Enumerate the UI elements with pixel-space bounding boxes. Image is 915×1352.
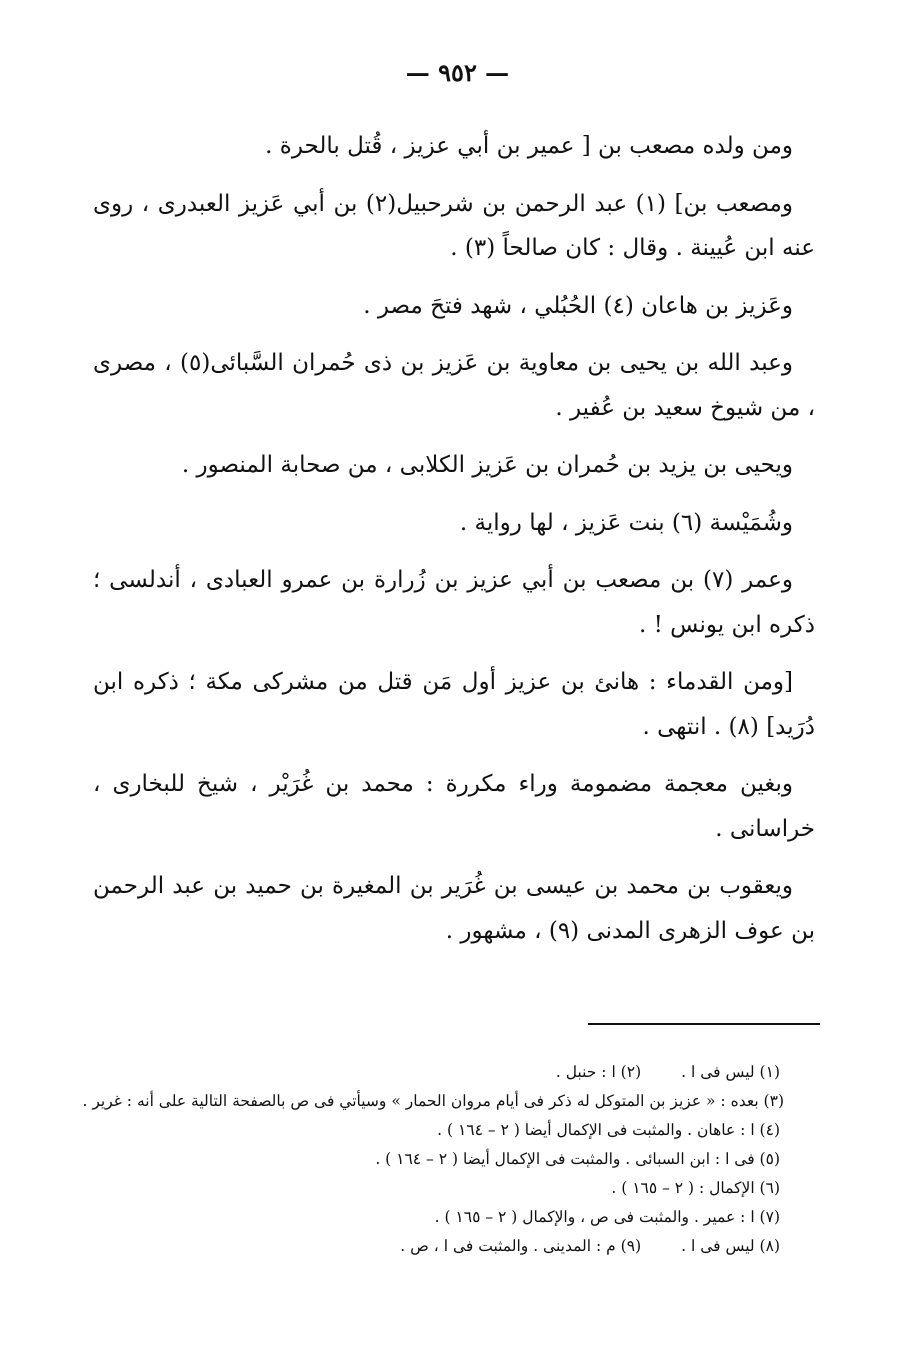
footnote-9: (٩) م : المدينى . والمثبت فى ا ، ص .: [400, 1237, 642, 1255]
footnote-8: (٨) ليس فى ا .: [681, 1237, 780, 1255]
paragraph: ومصعب بن] (١) عبد الرحمن بن شرحبيل(٢) بن أبي عَزيز العبدرى ، روى عنه ابن عُيينة . وقال : كان صالحاً (٣) .: [93, 190, 815, 261]
main-text: [93, 124, 815, 966]
footnote-5: (٥) فى ا : ابن السبائى . والمثبت فى الإكمال أيضا ( ٢ – ١٦٤ ) .: [375, 1150, 780, 1168]
footnote-4: (٤) ا : عاهان . والمثبت فى الإكمال أيضا ( ٢ – ١٦٤ ) .: [437, 1121, 780, 1139]
footnote-7: (٧) ا : عمير . والمثبت فى ص ، والإكمال ( ٢ – ١٦٥ ) .: [434, 1208, 780, 1226]
footnote-2: (٢) ا : حنبل .: [555, 1063, 642, 1081]
paragraph: ومن ولده مصعب بن [ عمير بن أبي عزيز ، قُتل بالحرة .: [265, 133, 793, 159]
paragraph: ويحيى بن يزيد بن حُمران بن عَزيز الكلابى ، من صحابة المنصور .: [181, 452, 793, 478]
footnote-3: (٣) بعده : « عزيز بن المتوكل له ذكر فى أيام مروان الحمار » وسيأتي فى ص بالصفحة التالية على أنه : غرير .: [82, 1092, 784, 1110]
paragraph: وعَزيز بن هاعان (٤) الحُبُلي ، شهد فتحَ مصر .: [363, 292, 793, 319]
footnotes: [80, 1058, 784, 1261]
paragraph: [ومن القدماء : هانئ بن عزيز أول مَن قتل من مشركى مكة ؛ ذكره ابن دُرَيد] (٨) . انتهى .: [93, 669, 815, 740]
paragraph: وعمر (٧) بن مصعب بن أبي عزيز بن زُرارة بن عمرو العبادى ، أندلسى ؛ ذكره ابن يونس ! .: [93, 567, 815, 638]
page-number: — ٩٥٢ —: [405, 58, 510, 87]
paragraph: ويعقوب بن محمد بن عيسى بن غُرَير بن المغيرة بن حميد بن عبد الرحمن بن عوف الزهرى المدنى (٩) ، مشهور .: [93, 873, 815, 944]
paragraph: وشُمَيْسة (٦) بنت عَزيز ، لها رواية .: [459, 509, 793, 536]
footnote-row: [80, 1058, 780, 1087]
footnote-row: [80, 1232, 780, 1261]
footnote-separator: [588, 1023, 820, 1025]
paragraph: وبغين معجمة مضمومة وراء مكررة : محمد بن غُرَيْر ، شيخ للبخارى ، خراسانى .: [93, 771, 815, 842]
footnote-6: (٦) الإكمال : ( ٢ – ١٦٥ ) .: [611, 1179, 780, 1197]
paragraph: وعبد الله بن يحيى بن معاوية بن عَزيز بن ذى حُمران السَّبائى(٥) ، مصرى ، من شيوخ سعيد بن عُفير .: [93, 350, 815, 421]
footnote-1: (١) ليس فى ا .: [681, 1063, 780, 1081]
